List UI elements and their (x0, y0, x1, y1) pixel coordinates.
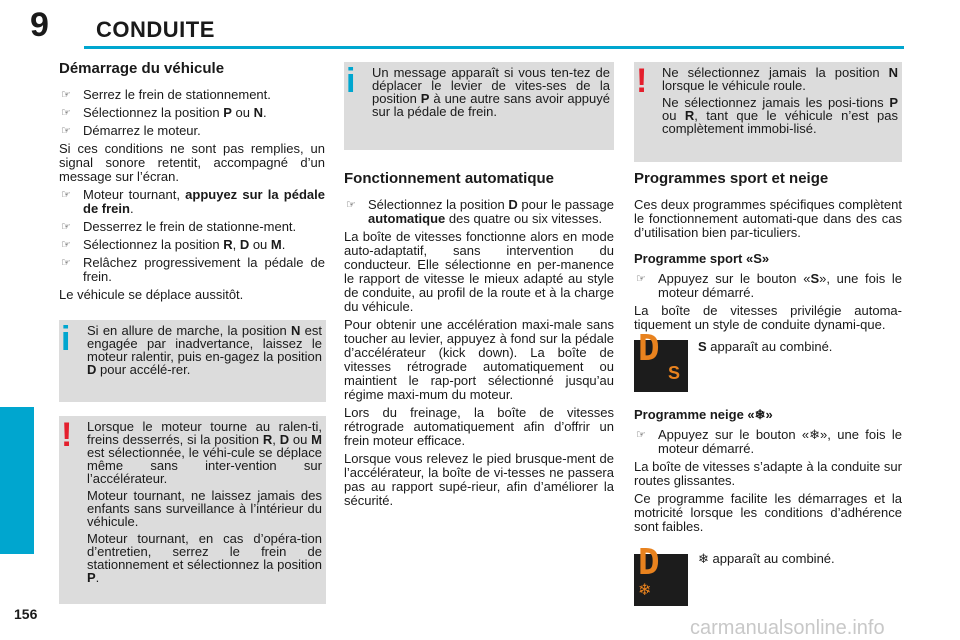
chapter-side-tab (0, 407, 34, 554)
section-programmes (634, 172, 902, 602)
paragraph: La boîte de vitesses s’adapte à la conduite sur routes glissantes. (634, 459, 902, 488)
section-title: Démarrage du véhicule (59, 60, 225, 77)
info-icon: i (61, 320, 71, 358)
subsection-title-neige: Programme neige «❄» (634, 407, 773, 422)
list-item: ☞ Sélectionnez la position D pour le passage automatique des quatre ou six vitesses. (346, 197, 614, 226)
list-item: ☞ Serrez le frein de stationnement. (61, 87, 271, 102)
paragraph: La boîte de vitesses fonctionne alors en mode auto-adaptatif, sans intervention du conducteur. Elle sélectionne en per-manence le rapport de vitesse le mieux adapté au style de conduite, au profil de la route et à la charge du véhicule. (344, 229, 614, 314)
gear-display-snow: D ❄ (634, 554, 688, 606)
warning-exclamation-icon: ! (636, 62, 648, 100)
list-item: ☞ Desserrez le frein de stationne-ment. (61, 219, 297, 234)
list-item: ☞ Appuyez sur le bouton «S», une fois le moteur démarré. (636, 271, 902, 300)
paragraph: Ces deux programmes spécifiques complètent le fonctionnement automati-que dans des cas d’utilisation bien par-ticuliers. (634, 197, 902, 240)
paragraph: Lorsque vous relevez le pied brusque-ment de l’accélérateur, la boîte de vi-tesses ne passera pas au rapport supé-rieur, afin d’améliorer la sécurité. (344, 451, 614, 508)
header-rule (84, 46, 904, 49)
finger-pointing-icon: ☞ (61, 189, 71, 201)
info-icon: i (346, 62, 356, 100)
chapter-number: 9 (30, 6, 49, 44)
finger-pointing-icon: ☞ (636, 273, 646, 285)
warning-exclamation-icon: ! (61, 416, 73, 454)
list-item: ☞ Démarrez le moteur. (61, 123, 201, 138)
paragraph: Ce programme facilite les démarrages et la motricité lorsque les conditions d’adhérence sont faibles. (634, 491, 902, 534)
finger-pointing-icon: ☞ (61, 239, 71, 251)
finger-pointing-icon: ☞ (61, 257, 71, 269)
finger-pointing-icon: ☞ (61, 107, 71, 119)
page-number: 156 (14, 606, 38, 622)
chapter-title: CONDUITE (96, 17, 215, 42)
warning-box: ! Ne sélectionnez jamais la position N lorsque le véhicule roule. Ne sélectionnez jamais les posi-tions P ou R, tant que le véhicule n’est pas complètement immobi-lisé. (634, 62, 902, 162)
finger-pointing-icon: ☞ (61, 221, 71, 233)
paragraph: Si ces conditions ne sont pas remplies, un signal sonore retentit, accompagné d’un message sur l’écran. (59, 141, 325, 184)
list-item: ☞ Appuyez sur le bouton «❄», une fois le moteur démarré. (636, 427, 902, 456)
warning-box: ! Lorsque le moteur tourne au ralen-ti, freins desserrés, si la position R, D ou M est sélectionnée, le véhi-cule se déplace même sans inter-vention sur l’accélérateur. Moteur tournant, ne laissez jamais des enfants sans surveillance à l’intérieur du véhicule. Moteur tournant, en cas d’opéra-tion d’entretien, serrez le frein de stationnement et sélectionnez la position P. (59, 416, 326, 604)
snow-display-row: D ❄ ❄ apparaît au combiné. (634, 538, 902, 602)
section-fonctionnement-automatique (344, 172, 614, 512)
info-box: i Si en allure de marche, la position N est engagée par inadvertance, laissez le moteur ralentir, puis en-gagez la position D pour accélé-rer. (59, 320, 326, 402)
list-item: ☞ Relâchez progressivement la pédale de frein. (61, 255, 325, 284)
paragraph: Le véhicule se déplace aussitôt. (59, 287, 244, 302)
list-item: ☞ Moteur tournant, appuyez sur la pédale de frein. (61, 187, 325, 216)
sport-display-row: D S S apparaît au combiné. (634, 336, 902, 402)
list-item: ☞ Sélectionnez la position P ou N. (61, 105, 267, 120)
section-title: Fonctionnement automatique (344, 170, 554, 187)
finger-pointing-icon: ☞ (61, 125, 71, 137)
finger-pointing-icon: ☞ (346, 199, 356, 211)
subsection-title-sport: Programme sport «S» (634, 251, 770, 266)
list-item: ☞ Sélectionnez la position R, D ou M. (61, 237, 286, 252)
paragraph: Pour obtenir une accélération maxi-male sans toucher au levier, appuyez à fond sur la pédale d’accélérateur (kick down). La boîte de vitesses rétrograde automatiquement ou maintient le rap-port sélectionné jusqu’au régime maxi-mum du moteur. (344, 317, 614, 402)
section-title: Programmes sport et neige (634, 170, 829, 187)
finger-pointing-icon: ☞ (636, 429, 646, 441)
finger-pointing-icon: ☞ (61, 89, 71, 101)
paragraph: La boîte de vitesses privilégie automa-tiquement un style de conduite dynami-que. (634, 303, 902, 332)
info-box: i Un message apparaît si vous ten-tez de déplacer le levier de vites-ses de la position P à une autre sans avoir appuyé sur la pédale de frein. (344, 62, 614, 150)
paragraph: Lors du freinage, la boîte de vitesses rétrograde automatiquement afin d’offrir un frein moteur efficace. (344, 405, 614, 448)
snowflake-icon: ❄ (638, 582, 652, 599)
section-demarrage (59, 62, 325, 306)
watermark: carmanualsonline.info (690, 617, 885, 639)
gear-display-sport: D S (634, 340, 688, 392)
